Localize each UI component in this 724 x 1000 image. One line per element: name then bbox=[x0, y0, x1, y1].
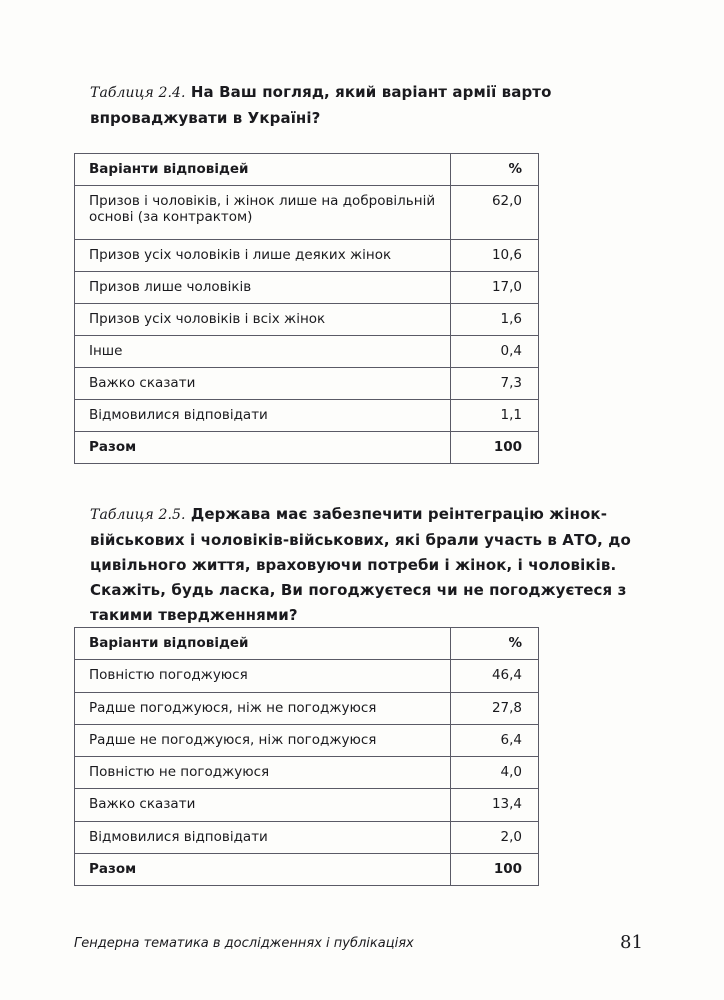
table-2-4-caption bbox=[90, 80, 650, 131]
table-total-row bbox=[75, 432, 539, 464]
row-answer: Інше bbox=[75, 336, 451, 368]
table-header-row bbox=[75, 154, 539, 186]
row-pct: 17,0 bbox=[451, 272, 539, 304]
row-answer: Призов усіх чоловіків і лише деяких жінок bbox=[75, 240, 451, 272]
row-answer: Радше погоджуюся, ніж не погоджуюся bbox=[75, 692, 451, 724]
header-pct: % bbox=[451, 628, 539, 660]
table-2-4 bbox=[74, 153, 539, 464]
row-answer: Призов лише чоловіків bbox=[75, 272, 451, 304]
row-pct: 4,0 bbox=[451, 757, 539, 789]
table-2-4-title: На Ваш погляд, який варіант армії варто впроваджувати в Україні? bbox=[90, 83, 552, 127]
row-pct: 1,6 bbox=[451, 304, 539, 336]
table-2-4-label: Таблиця 2.4. bbox=[90, 85, 186, 101]
row-answer: Повністю погоджуюся bbox=[75, 660, 451, 692]
table-row bbox=[75, 724, 539, 756]
header-pct: % bbox=[451, 154, 539, 186]
running-footer: Гендерна тематика в дослідженнях і публікаціях bbox=[74, 936, 414, 951]
table-row bbox=[75, 368, 539, 400]
row-pct: 6,4 bbox=[451, 724, 539, 756]
table-2-5-title: Держава має забезпечити реінтеграцію жінок-військових і чоловіків-військових, які брали участь в АТО, до цивільного життя, враховуючи потреби і жінок, і чоловіків. Скажіть, будь ласка, Ви погоджуєтеся чи не погоджуєтеся з такими твердженнями? bbox=[90, 505, 631, 624]
table-2-5 bbox=[74, 627, 539, 886]
table-row bbox=[75, 660, 539, 692]
row-pct: 46,4 bbox=[451, 660, 539, 692]
row-pct: 7,3 bbox=[451, 368, 539, 400]
table-row bbox=[75, 692, 539, 724]
table-row bbox=[75, 336, 539, 368]
table-header-row bbox=[75, 628, 539, 660]
row-pct: 62,0 bbox=[451, 186, 539, 240]
header-answer: Варіанти відповідей bbox=[75, 154, 451, 186]
total-pct: 100 bbox=[451, 432, 539, 464]
row-answer: Призов і чоловіків, і жінок лише на добровільній основі (за контрактом) bbox=[75, 186, 451, 240]
row-pct: 13,4 bbox=[451, 789, 539, 821]
row-answer: Відмовилися відповідати bbox=[75, 821, 451, 853]
table-row bbox=[75, 240, 539, 272]
table-row bbox=[75, 757, 539, 789]
row-pct: 2,0 bbox=[451, 821, 539, 853]
row-answer: Важко сказати bbox=[75, 368, 451, 400]
row-pct: 1,1 bbox=[451, 400, 539, 432]
table-row bbox=[75, 186, 539, 240]
row-answer: Відмовилися відповідати bbox=[75, 400, 451, 432]
table-row bbox=[75, 304, 539, 336]
row-pct: 10,6 bbox=[451, 240, 539, 272]
table-2-5-label: Таблиця 2.5. bbox=[90, 507, 186, 523]
total-answer: Разом bbox=[75, 432, 451, 464]
table-row bbox=[75, 821, 539, 853]
total-pct: 100 bbox=[451, 854, 539, 886]
page-number: 81 bbox=[620, 932, 643, 953]
row-answer: Повністю не погоджуюся bbox=[75, 757, 451, 789]
total-answer: Разом bbox=[75, 854, 451, 886]
row-answer: Призов усіх чоловіків і всіх жінок bbox=[75, 304, 451, 336]
table-2-5-caption bbox=[90, 502, 650, 628]
row-answer: Радше не погоджуюся, ніж погоджуюся bbox=[75, 724, 451, 756]
table-total-row bbox=[75, 854, 539, 886]
row-pct: 0,4 bbox=[451, 336, 539, 368]
table-row bbox=[75, 400, 539, 432]
table-row bbox=[75, 789, 539, 821]
header-answer: Варіанти відповідей bbox=[75, 628, 451, 660]
row-pct: 27,8 bbox=[451, 692, 539, 724]
table-row bbox=[75, 272, 539, 304]
row-answer: Важко сказати bbox=[75, 789, 451, 821]
